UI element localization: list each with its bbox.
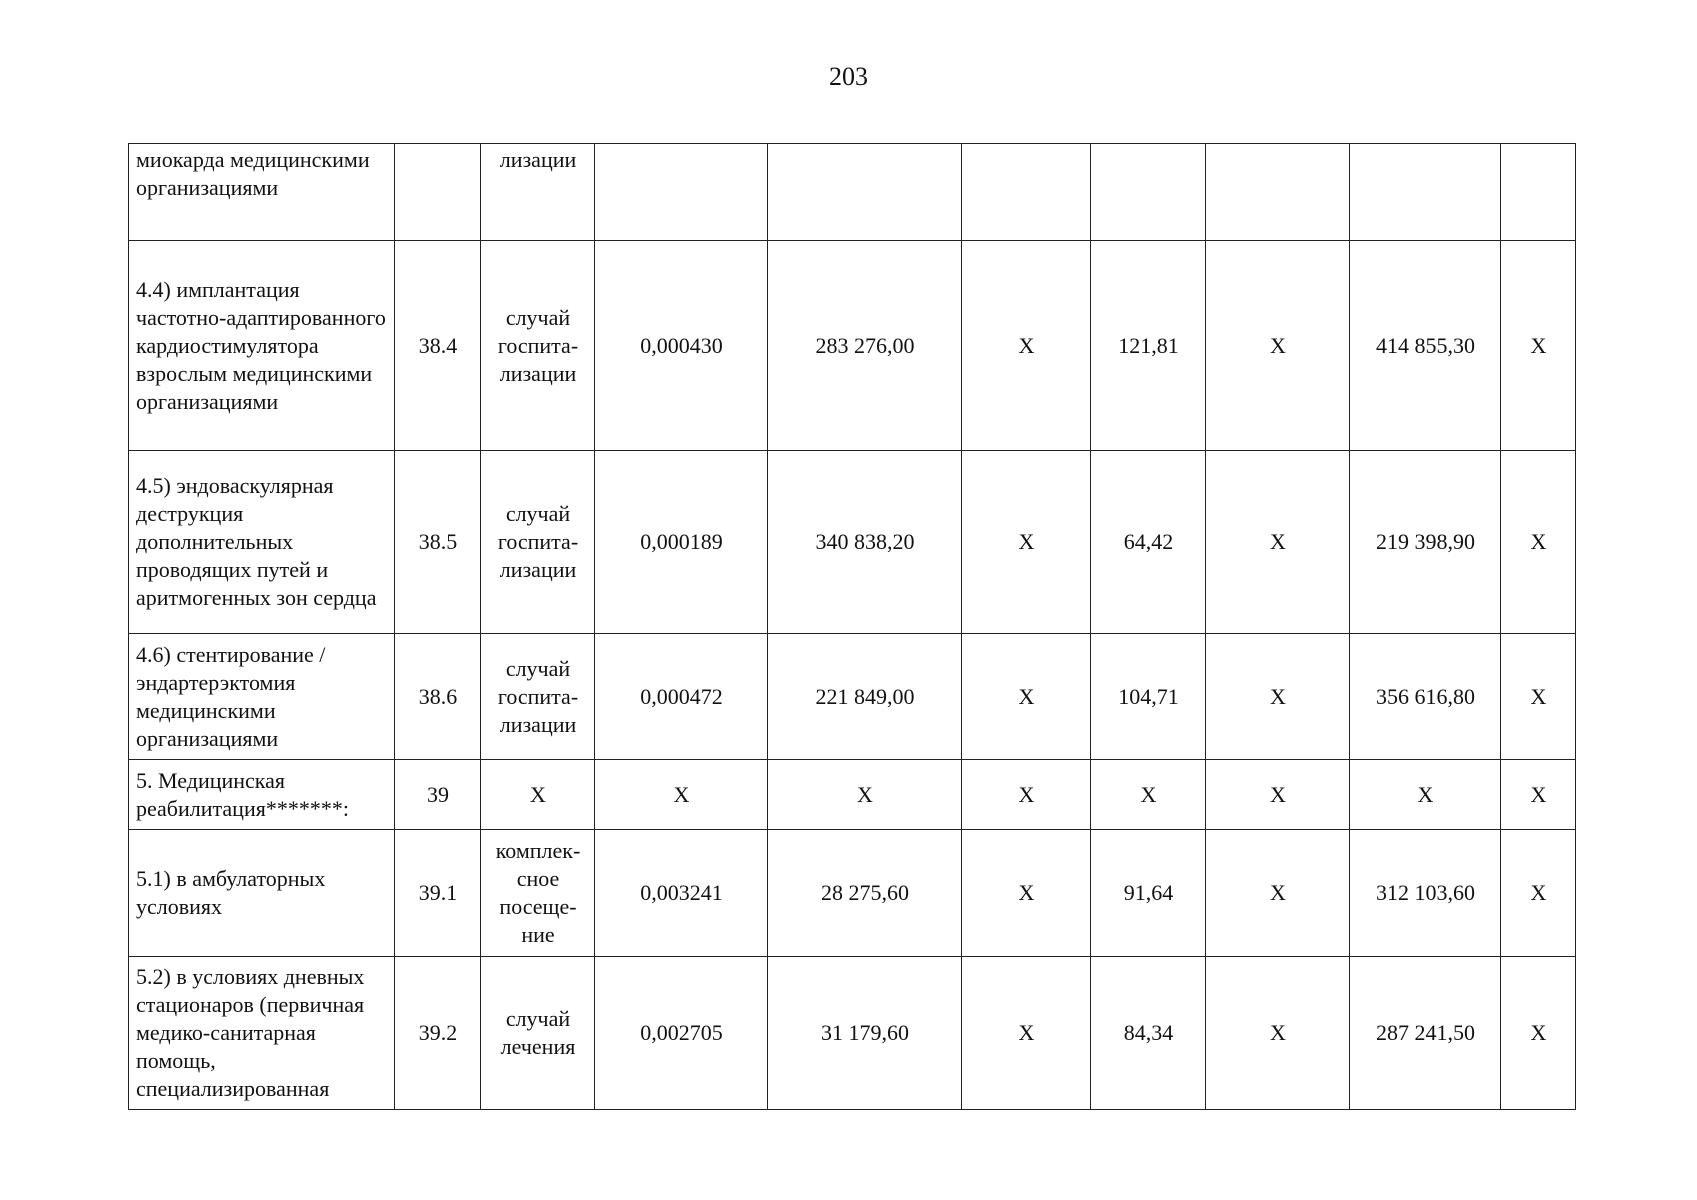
col-7-cell: 91,64: [1091, 830, 1206, 957]
col-9-cell: [1350, 144, 1501, 241]
page-number: 203: [829, 62, 868, 91]
col-10-cell: X: [1501, 760, 1576, 830]
col-8-cell: X: [1206, 830, 1350, 957]
col-6-cell: X: [962, 241, 1091, 451]
row-number-cell: 39.1: [395, 830, 481, 957]
service-name-cell: 5. Медицинская реабилитация*******:: [129, 760, 395, 830]
col-8-cell: X: [1206, 760, 1350, 830]
col-7-cell: 64,42: [1091, 451, 1206, 634]
service-name-cell: 5.1) в амбулаторных условиях: [129, 830, 395, 957]
col-9-cell: 356 616,80: [1350, 634, 1501, 760]
row-number-cell: 39.2: [395, 957, 481, 1110]
col-9-cell: 312 103,60: [1350, 830, 1501, 957]
cost-per-unit-cell: 221 849,00: [768, 634, 962, 760]
volume-norm-cell: 0,000189: [595, 451, 768, 634]
table-row: [129, 830, 1576, 957]
volume-norm-cell: [595, 144, 768, 241]
unit-cell: случай госпита-лизации: [481, 451, 595, 634]
col-6-cell: X: [962, 957, 1091, 1110]
cost-per-unit-cell: 283 276,00: [768, 241, 962, 451]
table-row: [129, 241, 1576, 451]
col-10-cell: X: [1501, 634, 1576, 760]
col-8-cell: X: [1206, 451, 1350, 634]
cost-per-unit-cell: X: [768, 760, 962, 830]
row-number-cell: [395, 144, 481, 241]
cost-per-unit-cell: 340 838,20: [768, 451, 962, 634]
service-name-cell: миокарда медицинскими организациями: [129, 144, 395, 241]
service-name-cell: 4.5) эндоваскулярная деструкция дополнительных проводящих путей и аритмогенных зон сердца: [129, 451, 395, 634]
col-6-cell: X: [962, 760, 1091, 830]
col-6-cell: [962, 144, 1091, 241]
col-9-cell: 219 398,90: [1350, 451, 1501, 634]
row-number-cell: 38.5: [395, 451, 481, 634]
volume-norm-cell: 0,000430: [595, 241, 768, 451]
table-row: [129, 957, 1576, 1110]
cost-per-unit-cell: 28 275,60: [768, 830, 962, 957]
volume-norm-cell: 0,003241: [595, 830, 768, 957]
service-name-cell: 4.6) стентирование / эндартерэктомия медицинскими организациями: [129, 634, 395, 760]
row-number-cell: 39: [395, 760, 481, 830]
unit-cell: случай госпита-лизации: [481, 241, 595, 451]
col-7-cell: 104,71: [1091, 634, 1206, 760]
row-number-cell: 38.4: [395, 241, 481, 451]
volume-norm-cell: 0,000472: [595, 634, 768, 760]
col-8-cell: X: [1206, 957, 1350, 1110]
tariff-table: [128, 143, 1576, 1110]
table-row: [129, 451, 1576, 634]
col-10-cell: X: [1501, 451, 1576, 634]
col-8-cell: X: [1206, 634, 1350, 760]
unit-cell: лизации: [481, 144, 595, 241]
col-7-cell: 84,34: [1091, 957, 1206, 1110]
unit-cell: X: [481, 760, 595, 830]
unit-cell: случай госпита-лизации: [481, 634, 595, 760]
col-9-cell: 287 241,50: [1350, 957, 1501, 1110]
unit-cell: комплек-сное посеще-ние: [481, 830, 595, 957]
col-10-cell: X: [1501, 241, 1576, 451]
col-6-cell: X: [962, 634, 1091, 760]
col-8-cell: [1206, 144, 1350, 241]
table-row: [129, 144, 1576, 241]
col-10-cell: X: [1501, 830, 1576, 957]
col-6-cell: X: [962, 830, 1091, 957]
table-row: [129, 760, 1576, 830]
service-name-cell: 5.2) в условиях дневных стационаров (первичная медико-санитарная помощь, специализированная: [129, 957, 395, 1110]
col-7-cell: 121,81: [1091, 241, 1206, 451]
unit-cell: случай лечения: [481, 957, 595, 1110]
col-10-cell: X: [1501, 957, 1576, 1110]
cost-per-unit-cell: [768, 144, 962, 241]
col-6-cell: X: [962, 451, 1091, 634]
col-9-cell: 414 855,30: [1350, 241, 1501, 451]
col-7-cell: [1091, 144, 1206, 241]
col-9-cell: X: [1350, 760, 1501, 830]
col-8-cell: X: [1206, 241, 1350, 451]
col-10-cell: [1501, 144, 1576, 241]
table-row: [129, 634, 1576, 760]
col-7-cell: X: [1091, 760, 1206, 830]
service-name-cell: 4.4) имплантация частотно-адаптированного кардиостимулятора взрослым медицинскими организациями: [129, 241, 395, 451]
cost-per-unit-cell: 31 179,60: [768, 957, 962, 1110]
volume-norm-cell: 0,002705: [595, 957, 768, 1110]
volume-norm-cell: X: [595, 760, 768, 830]
row-number-cell: 38.6: [395, 634, 481, 760]
